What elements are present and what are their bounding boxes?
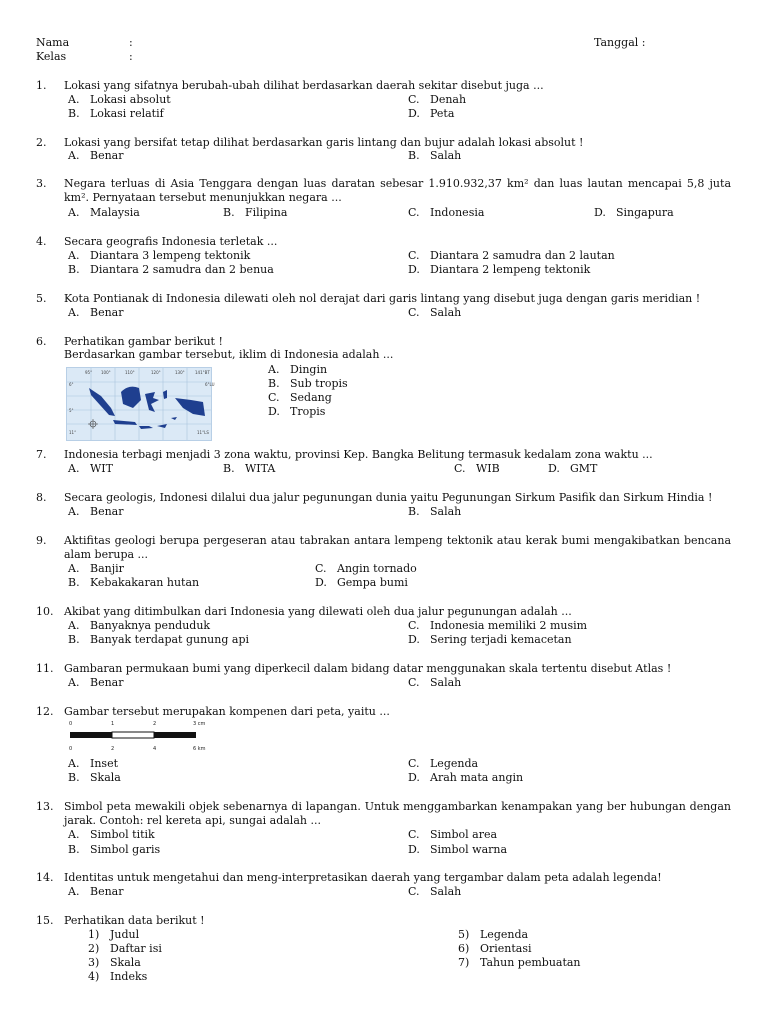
question-text: Aktifitas geologi berupa pergeseran atau tabrakan antara lempeng tektonik atau kerak bumi mengakibatkan bencana alam berupa ... xyxy=(64,534,731,561)
question-number: 15. xyxy=(36,914,54,927)
option-d[interactable]: D. Gempa bumi xyxy=(315,576,408,589)
question-text: Perhatikan data berikut ! xyxy=(64,914,205,927)
option-c[interactable]: C. Diantara 2 samudra dan 2 lautan xyxy=(408,249,615,262)
option-b[interactable]: B. Diantara 2 samudra dan 2 benua xyxy=(68,263,274,276)
option-c[interactable]: C. Salah xyxy=(408,885,462,898)
option-c[interactable]: C. Sedang xyxy=(268,391,332,404)
name-colon: : xyxy=(129,36,133,49)
question-number: 1. xyxy=(36,79,47,92)
option-c[interactable]: C. Salah xyxy=(408,676,462,689)
svg-text:6°: 6° xyxy=(69,382,74,387)
question-text: Perhatikan gambar berikut ! xyxy=(64,335,223,348)
option-b[interactable]: B. Simbol garis xyxy=(68,843,161,856)
question-number: 4. xyxy=(36,235,47,248)
option-a[interactable]: A. Inset xyxy=(68,757,119,770)
svg-text:141°BT: 141°BT xyxy=(195,370,210,375)
scale-top-tick: 0 xyxy=(69,721,73,727)
option-a[interactable]: A. Benar xyxy=(68,306,124,319)
svg-text:11°LS: 11°LS xyxy=(197,430,209,435)
list-item: 6) Orientasi xyxy=(458,942,532,955)
question-number: 12. xyxy=(36,705,54,718)
list-item: 7) Tahun pembuatan xyxy=(458,956,581,969)
question-text: Gambar tersebut merupakan kompenen dari peta, yaitu ... xyxy=(64,705,390,718)
option-a[interactable]: A. Benar xyxy=(68,505,124,518)
svg-text:6°LU: 6°LU xyxy=(205,382,215,387)
question-number: 8. xyxy=(36,491,47,504)
scale-segment xyxy=(70,732,112,738)
svg-text:100°: 100° xyxy=(101,370,111,375)
option-a[interactable]: A. Benar xyxy=(68,149,124,162)
option-a[interactable]: A. WIT xyxy=(68,462,113,475)
list-item: 2) Daftar isi xyxy=(88,942,162,955)
option-d[interactable]: D. Singapura xyxy=(594,206,674,219)
option-b[interactable]: B. Salah xyxy=(408,149,462,162)
question-text: Secara geologis, Indonesi dilalui dua jalur pegunungan dunia yaitu Pegunungan Sirkum Pasifik dan Sirkum Hindia ! xyxy=(64,491,713,504)
scale-segment xyxy=(112,732,154,738)
date-label: Tanggal : xyxy=(594,36,646,49)
option-c[interactable]: C. Simbol area xyxy=(408,828,498,841)
question-number: 5. xyxy=(36,292,47,305)
option-a[interactable]: A. Malaysia xyxy=(68,206,140,219)
question-number: 6. xyxy=(36,335,47,348)
option-a[interactable]: A. Diantara 3 lempeng tektonik xyxy=(68,249,251,262)
option-c[interactable]: C. Indonesia xyxy=(408,206,485,219)
option-b[interactable]: B. Filipina xyxy=(223,206,288,219)
option-b[interactable]: B. Kebakakaran hutan xyxy=(68,576,200,589)
option-c[interactable]: C. Salah xyxy=(408,306,462,319)
question-text: Secara geografis Indonesia terletak ... xyxy=(64,235,278,248)
svg-text:120°: 120° xyxy=(151,370,161,375)
question-text: Simbol peta mewakili objek sebenarnya di lapangan. Untuk menggambarkan kenampakan yang ber hubungan dengan jarak. Contoh: rel kereta api, sungai adalah ... xyxy=(64,800,731,827)
scale-segment xyxy=(154,732,196,738)
svg-text:130°: 130° xyxy=(175,370,185,375)
svg-text:5°: 5° xyxy=(69,408,74,413)
list-item: 5) Legenda xyxy=(458,928,529,941)
option-a[interactable]: A. Simbol titik xyxy=(68,828,155,841)
map-drawing xyxy=(67,368,215,440)
scale-bottom-tick: 0 xyxy=(69,746,73,752)
question-number: 11. xyxy=(36,662,54,675)
option-a[interactable]: A. Benar xyxy=(68,885,124,898)
option-d[interactable]: D. Arah mata angin xyxy=(408,771,524,784)
option-d[interactable]: D. Simbol warna xyxy=(408,843,508,856)
indonesia-map-image xyxy=(66,367,215,441)
option-b[interactable]: B. Banyak terdapat gunung api xyxy=(68,633,250,646)
question-text: Akibat yang ditimbulkan dari Indonesia yang dilewati oleh dua jalur pegunungan adalah ... xyxy=(64,605,572,618)
scale-bottom-tick: 2 xyxy=(111,746,115,752)
list-item: 1) Judul xyxy=(88,928,140,941)
svg-text:95°: 95° xyxy=(85,370,93,375)
option-d[interactable]: D. Sering terjadi kemacetan xyxy=(408,633,572,646)
question-subtext: Berdasarkan gambar tersebut, iklim di Indonesia adalah ... xyxy=(64,348,394,361)
question-text: Gambaran permukaan bumi yang diperkecil dalam bidang datar menggunakan skala tertentu disebut Atlas ! xyxy=(64,662,672,675)
list-item: 3) Skala xyxy=(88,956,141,969)
class-label: Kelas xyxy=(36,50,67,63)
question-number: 3. xyxy=(36,177,47,190)
question-number: 14. xyxy=(36,871,54,884)
option-a[interactable]: A. Banyaknya penduduk xyxy=(68,619,211,632)
scale-top-tick: 2 xyxy=(153,721,157,727)
option-c[interactable]: C. Indonesia memiliki 2 musim xyxy=(408,619,588,632)
scale-top-tick: 3 cm xyxy=(193,721,206,727)
option-d[interactable]: D. Tropis xyxy=(268,405,326,418)
svg-text:11°: 11° xyxy=(69,430,77,435)
option-c[interactable]: C. Legenda xyxy=(408,757,479,770)
option-a[interactable]: A. Benar xyxy=(68,676,124,689)
scale-top-tick: 1 xyxy=(111,721,115,727)
option-a[interactable]: A. Lokasi absolut xyxy=(68,93,171,106)
class-colon: : xyxy=(129,50,133,63)
question-text: Lokasi yang bersifat tetap dilihat berdasarkan garis lintang dan bujur adalah lokasi absolut ! xyxy=(64,136,584,149)
question-text: Identitas untuk mengetahui dan meng-interpretasikan daerah yang tergambar dalam peta adalah legenda! xyxy=(64,871,662,884)
option-c[interactable]: C. Angin tornado xyxy=(315,562,417,575)
option-b[interactable]: B. Sub tropis xyxy=(268,377,348,390)
option-b[interactable]: B. Skala xyxy=(68,771,121,784)
name-label: Nama xyxy=(36,36,70,49)
question-number: 9. xyxy=(36,534,47,547)
question-number: 2. xyxy=(36,136,47,149)
scale-bottom-tick: 6 km xyxy=(193,746,206,752)
option-d[interactable]: D. GMT xyxy=(548,462,598,475)
question-text: Negara terluas di Asia Tenggara dengan luas daratan sebesar 1.910.932,37 km² dan luas lautan mencapai 5,8 juta km². Pernyataan tersebut menunjukkan negara ... xyxy=(64,177,731,204)
option-b[interactable]: B. Lokasi relatif xyxy=(68,107,164,120)
option-c[interactable]: C. Denah xyxy=(408,93,467,106)
question-text: Indonesia terbagi menjadi 3 zona waktu, provinsi Kep. Bangka Belitung termasuk kedalam zona waktu ... xyxy=(64,448,653,461)
question-number: 7. xyxy=(36,448,47,461)
option-d[interactable]: D. Peta xyxy=(408,107,455,120)
scale-bottom-tick: 4 xyxy=(153,746,157,752)
question-text: Kota Pontianak di Indonesia dilewati oleh nol derajat dari garis lintang yang disebut juga dengan garis meridian ! xyxy=(64,292,701,305)
option-c[interactable]: C. WIB xyxy=(454,462,500,475)
option-b[interactable]: B. WITA xyxy=(223,462,276,475)
scale-bar-image xyxy=(66,718,216,754)
question-text: Lokasi yang sifatnya berubah-ubah dilihat berdasarkan daerah sekitar disebut juga ... xyxy=(64,79,544,92)
question-number: 10. xyxy=(36,605,54,618)
question-number: 13. xyxy=(36,800,54,813)
option-b[interactable]: B. Salah xyxy=(408,505,462,518)
option-a[interactable]: A. Banjir xyxy=(68,562,124,575)
option-d[interactable]: D. Diantara 2 lempeng tektonik xyxy=(408,263,591,276)
svg-text:110°: 110° xyxy=(125,370,135,375)
option-a[interactable]: A. Dingin xyxy=(268,363,328,376)
list-item: 4) Indeks xyxy=(88,970,148,983)
